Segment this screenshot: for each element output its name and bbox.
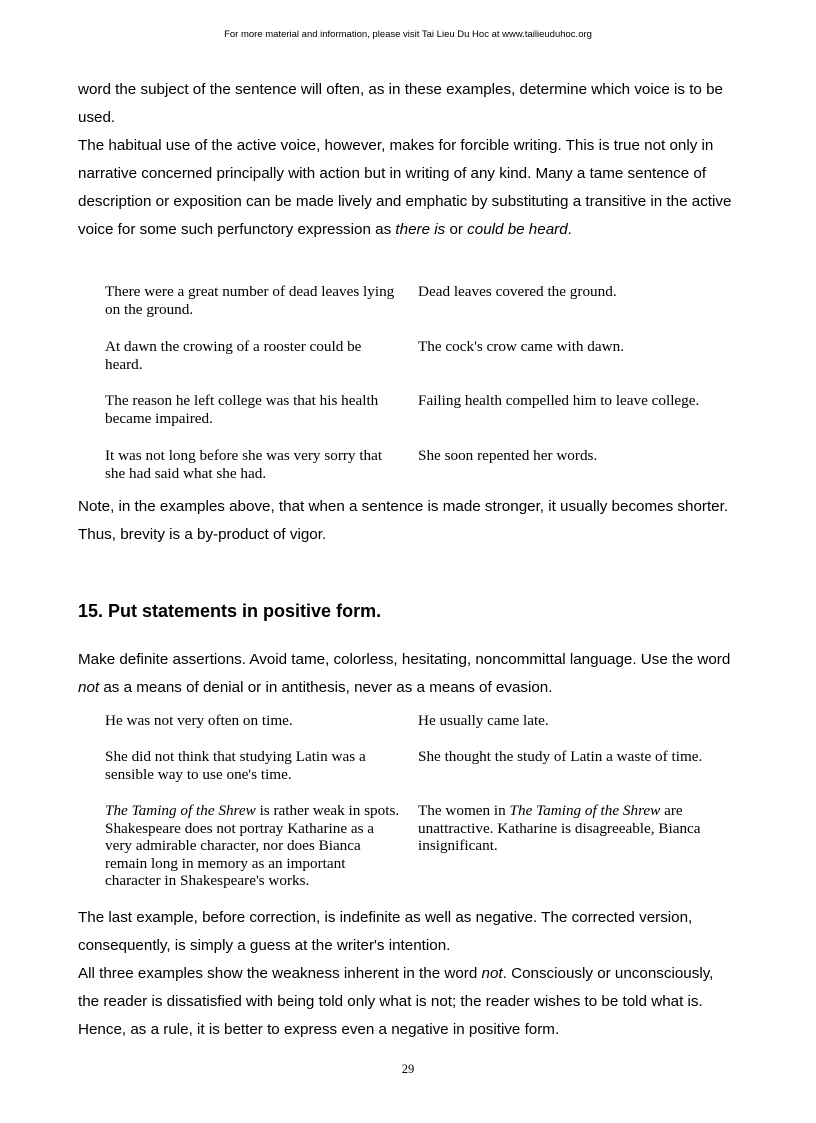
example-revised: The cock's crow came with dawn. [418, 338, 625, 355]
page-header: For more material and information, please visit Tai Lieu Du Hoc at www.tailieuduhoc.org [224, 29, 592, 40]
example-original: She did not think that studying Latin was a sensible way to use one's time. [105, 748, 366, 783]
example-revised: Dead leaves covered the ground. [418, 283, 617, 300]
body-text-note [78, 493, 738, 549]
section-heading: 15. Put statements in positive form. [78, 601, 382, 621]
paragraph-active-voice: The habitual use of the active voice, however, makes for forcible writing. This is true not only in narrative concerned principally with action but in writing of any kind. Many a tame sentence of description or exposition can be made lively and emphatic by substituting a transitive in the active voice for some such perfunctory expression as there is or could be heard. [78, 137, 732, 238]
paragraph-weakness-of-not: All three examples show the weakness inherent in the word not. Consciously or unconsciously, the reader is dissatisfied with being told only what is not; the reader wishes to be told what is. Hence, as a rule, it is better to express even a negative in positive form. [78, 965, 714, 1038]
paragraph-brevity-note: Note, in the examples above, that when a sentence is made stronger, it usually becomes shorter. Thus, brevity is a by-product of vigor. [78, 498, 729, 543]
example-revised: Failing health compelled him to leave college. [418, 392, 700, 409]
section-15 [78, 599, 738, 623]
example-original: At dawn the crowing of a rooster could be heard. [105, 338, 362, 373]
body-text-top [78, 76, 738, 244]
example-revised: She soon repented her words. [418, 447, 598, 464]
example-original: He was not very often on time. [105, 712, 293, 729]
example-revised: She thought the study of Latin a waste of time. [418, 748, 703, 765]
paragraph-definite-assertions: Make definite assertions. Avoid tame, colorless, hesitating, noncommittal language. Use the word not as a means of denial or in antithesis, never as a means of evasion. [78, 651, 731, 696]
example-original: It was not long before she was very sorry that she had said what she had. [105, 447, 383, 482]
body-text-section [78, 646, 738, 702]
body-text-bottom [78, 904, 738, 1044]
example-original: There were a great number of dead leaves lying on the ground. [105, 283, 395, 318]
paragraph-last-example: The last example, before correction, is indefinite as well as negative. The corrected version, consequently, is simply a guess at the writer's intention. [78, 909, 693, 954]
example-original: The reason he left college was that his health became impaired. [105, 392, 379, 427]
example-revised: The women in The Taming of the Shrew are unattractive. Katharine is disagreeable, Bianca insignificant. [418, 802, 701, 854]
page-number: 29 [401, 1062, 415, 1076]
example-revised: He usually came late. [418, 712, 549, 729]
example-original: The Taming of the Shrew is rather weak in spots. Shakespeare does not portray Katharine as a very admirable character, nor does Bianca remain long in memory as an important character in Shakespeare's works. [105, 802, 400, 889]
paragraph-voice-conclusion: word the subject of the sentence will often, as in these examples, determine which voice is to be used. [78, 81, 723, 126]
